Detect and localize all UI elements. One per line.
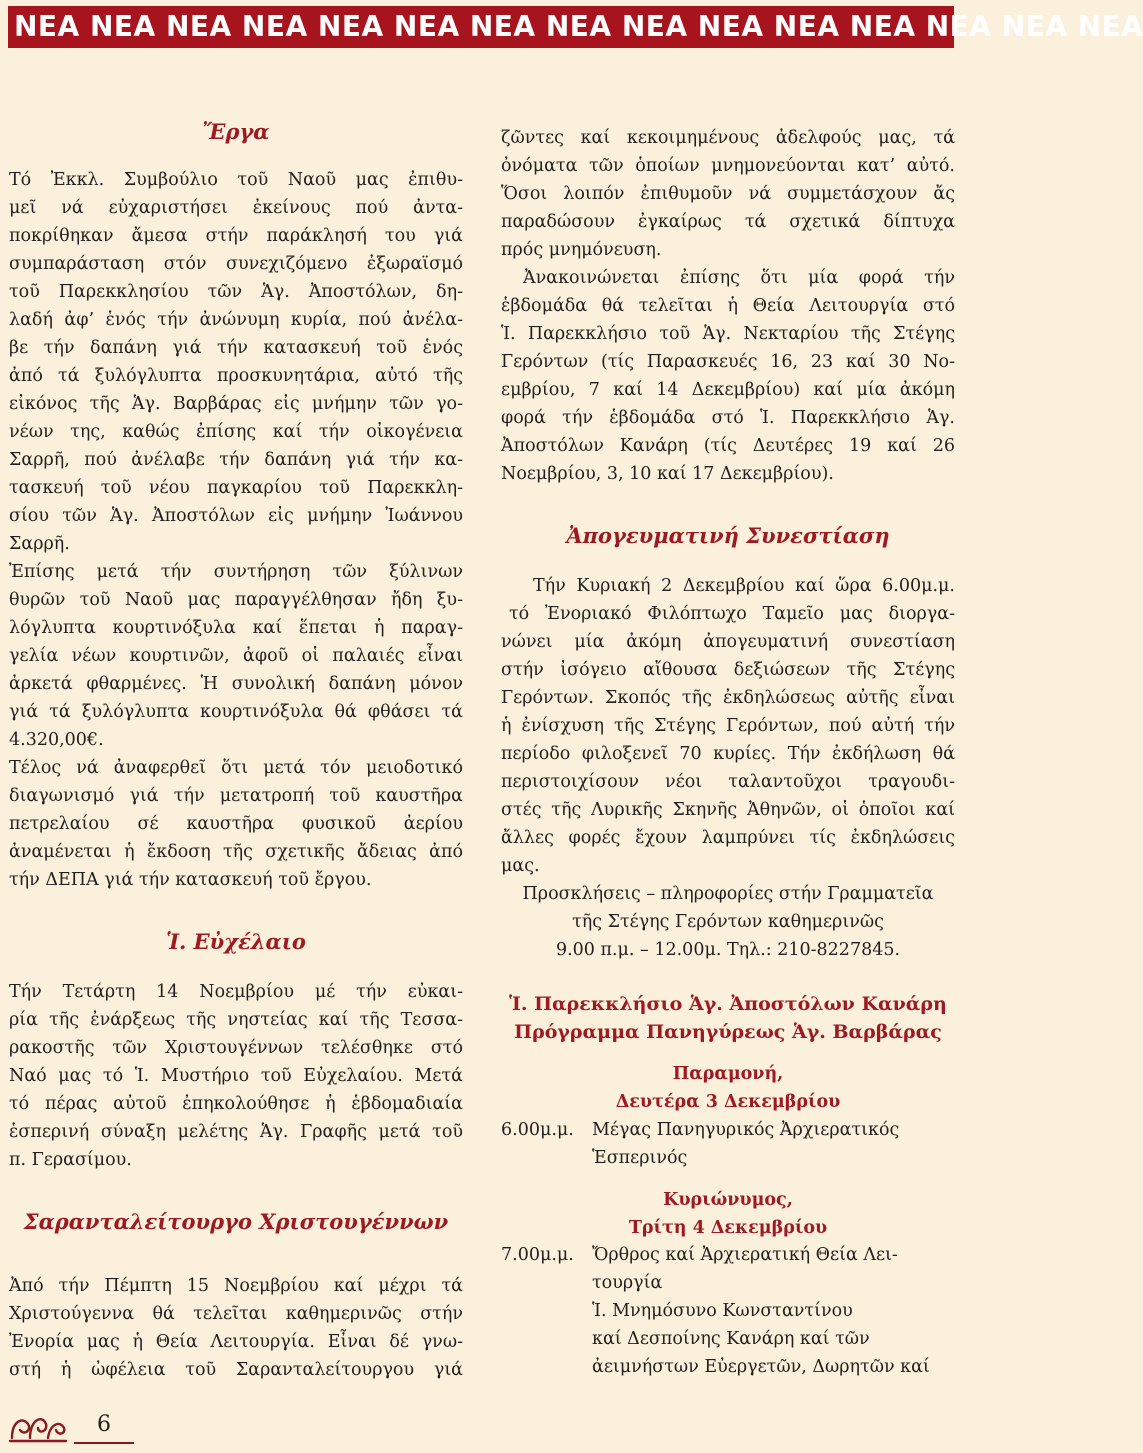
erga-line: 4.320,00€. [9,730,104,750]
day2-entry-line: Ἱ. Μνημόσυνο Κωνσταντίνου [592,1301,853,1321]
news-banner: ΝΕΑ ΝΕΑ ΝΕΑ ΝΕΑ ΝΕΑ ΝΕΑ ΝΕΑ ΝΕΑ ΝΕΑ ΝΕΑ ΝΕΑ ΝΕΑ ΝΕΑ ΝΕΑ ΝΕΑ [8,6,954,48]
day1-date: Δευτέρα 3 Δεκεμβρίου [615,1092,841,1112]
apogeumatini-line: ἄλλες φορές ἔχουν λαμπρύνει τίς ἐκδηλώσεις [501,828,955,848]
euchelaio-line: Ναό μας τό Ἱ. Μυστήριο τοῦ Εὐχελαίου. Μετά [9,1066,463,1086]
euchelaio-line: ρία τῆς ἐνάρξεως τῆς νηστείας καί τῆς Τεσσα- [9,1010,463,1030]
erga-line: βε τήν δαπάνη γιά τήν κατασκευή τοῦ ἑνός [9,338,463,358]
day2-entry-line: καί Δεσποίνης Κανάρη καί τῶν [592,1329,870,1349]
intro-line: παραδώσουν ἐγκαίρως τά σχετικά δίπτυχα [501,212,955,232]
day2-heading: Κυριώνυμος, [663,1190,793,1210]
intro-line: Ἀποστόλων Κανάρη (τίς Δευτέρες 19 καί 26 [501,436,955,456]
apogeumatini-line: ἡ ἐνίσχυση τῆς Στέγης Γερόντων, πού αὐτή τήν [501,716,955,736]
erga-line: ἀναμένεται ἡ ἔκδοση τῆς σχετικῆς ἄδειας ἀπό [9,842,463,862]
euchelaio-line: ἑσπερινή σύναξη μελέτης Ἁγ. Γραφῆς μετά τοῦ [9,1122,463,1142]
program-title: Ἱ. Παρεκκλήσιο Ἁγ. Ἀποστόλων Κανάρη [509,993,947,1015]
apogeumatini-line: στήν ἰσόγειο αἴθουσα δεξιώσεων τῆς Στέγης [501,660,955,680]
apogeumatini-line: μας. [501,856,540,876]
intro-line: Ἱ. Παρεκκλήσιο τοῦ Ἁγ. Νεκταρίου τῆς Στέγης [501,324,955,344]
erga-line: διαγωνισμό γιά τήν μετατροπή τοῦ καυστῆρα [9,786,463,806]
page-footer [8,1408,138,1444]
section-title-euchelaio: Ἱ. Εὐχέλαιο [166,929,306,954]
day2-entry-line: Ὄρθρος καί Ἀρχιερατική Θεία Λει- [592,1245,898,1265]
erga-line: λαδή ἀφ’ ἑνός τήν ἀνώνυμη κυρία, πού ἀνέλα- [9,310,463,330]
erga-line: εἰκόνος τῆς Ἁγ. Βαρβάρας εἰς μνήμην τῶν γο- [9,394,463,414]
day1-heading: Παραμονή, [672,1064,784,1084]
apogeumatini-line: Τήν Κυριακή 2 Δεκεμβρίου καί ὥρα 6.00μ.μ. [533,576,955,596]
day1-entry-line: Μέγας Πανηγυρικός Ἀρχιερατικός [592,1120,900,1140]
erga-line: Τέλος νά ἀναφερθεῖ ὅτι μετά τόν μειοδοτικό [9,758,463,778]
erga-line: Τό Ἐκκλ. Συμβούλιο τοῦ Ναοῦ μας ἐπιθυ- [9,170,463,190]
sarantaleitourgo-line: Χριστούγεννα θά τελεῖται καθημερινῶς στήν [9,1304,463,1324]
erga-line: γελία νέων κουρτινῶν, ἀφοῦ οἱ παλαιές εἶναι [9,646,463,666]
intro-line: πρός μνημόνευση. [501,240,662,260]
intro-line: Νοεμβρίου, 3, 10 καί 17 Δεκεμβρίου). [501,464,834,484]
sarantaleitourgo-line: στή ἡ ὠφέλεια τοῦ Σαρανταλείτουργου γιά [9,1360,463,1380]
day1-time: 6.00μ.μ. [501,1120,574,1140]
erga-line: συμπαράσταση στόν συνεχιζόμενο ἐξωραϊσμό [9,254,463,274]
erga-line: ἀπό τά ξυλόγλυπτα προσκυνητάρια, αὐτό τῆς [9,366,463,386]
erga-line: γιά τά ξυλόγλυπτα κουρτινόξυλα θά φθάσει τά [9,702,463,722]
apogeumatini-line: περιστοιχίσουν νέοι ταλαντοῦχοι τραγουδι- [501,772,955,792]
invitation-line: τῆς Στέγης Γερόντων καθημερινῶς [572,912,884,932]
intro-line: ζῶντες καί κεκοιμημένους ἀδελφούς μας, τά [501,128,955,148]
erga-line: μεῖ νά εὐχαριστήσει ἐκείνους πού ἀντα- [9,198,463,218]
day1-entry-line: Ἑσπερινός [592,1148,688,1168]
invitation-line: 9.00 π.μ. – 12.00μ. Τηλ.: 210-8227845. [555,940,901,960]
intro-line: φορά τήν ἑβδομάδα στό Ἱ. Παρεκκλήσιο Ἁγ. [501,408,955,428]
erga-line: ποκρίθηκαν ἄμεσα στήν παράκλησή του γιά [9,226,463,246]
apogeumatini-line: νώνει μία ἀκόμη ἀπογευματινή συνεστίαση [501,632,955,652]
erga-line: λόγλυπτα κουρτινόξυλα καί ἕπεται ἡ παραγ- [9,618,463,638]
erga-line: τήν ΔΕΠΑ γιά τήν κατασκευή τοῦ ἔργου. [9,870,372,890]
apogeumatini-line: περίοδο φιλοξενεῖ 70 κυρίες. Τήν ἐκδήλωση θά [501,744,955,764]
page-number: 6 [74,1408,134,1444]
intro-line: Ὅσοι λοιπόν ἐπιθυμοῦν νά συμμετάσχουν ἄς [501,184,955,204]
intro-line: Γερόντων (τίς Παρασκευές 16, 23 καί 30 Νο- [501,352,955,372]
section-title-erga: Ἔργα [202,119,270,144]
erga-line: ἀρκετά φθαρμένες. Ἡ συνολική δαπάνη μόνον [9,674,463,694]
ornament-icon [8,1408,68,1444]
euchelaio-line: ρακοστῆς τῶν Χριστουγέννων τελέσθηκε στό [9,1038,463,1058]
erga-line: Σαρρῆ, πού ἀνέλαβε τήν δαπάνη γιά τήν κα- [9,450,463,470]
intro-line: εμβρίου, 7 καί 14 Δεκεμβρίου) καί μία ἀκόμη [501,380,955,400]
day2-entry-line: ἀειμνήστων Εὐεργετῶν, Δωρητῶν καί [592,1357,930,1377]
apogeumatini-line: στές τῆς Λυρικῆς Σκηνῆς Ἀθηνῶν, οἱ ὁποῖοι καί [501,800,955,820]
erga-line: Σαρρῆ. [9,534,70,554]
apogeumatini-line: Γερόντων. Σκοπός τῆς ἐκδηλώσεως αὐτῆς εἶναι [501,688,955,708]
erga-line: Ἐπίσης μετά τήν συντήρηση τῶν ξύλινων [9,562,463,582]
sarantaleitourgo-line: Ἐνορία μας ἡ Θεία Λειτουργία. Εἶναι δέ γνω- [9,1332,463,1352]
euchelaio-line: Τήν Τετάρτη 14 Νοεμβρίου μέ τήν εὐκαι- [9,982,463,1002]
day2-entry-line: τουργία [592,1273,663,1293]
erga-line: τοῦ Παρεκκλησίου τῶν Ἁγ. Ἀποστόλων, δη- [9,282,463,302]
euchelaio-line: τό πέρας αὐτοῦ ἐπηκολούθησε ἡ ἑβδομαδιαία [9,1094,463,1114]
erga-line: πετρελαίου σέ καυστῆρα φυσικοῦ ἀερίου [9,814,463,834]
sarantaleitourgo-line: Ἀπό τήν Πέμπτη 15 Νοεμβρίου καί μέχρι τά [9,1276,463,1296]
intro-line: ὀνόματα τῶν ὁποίων μνημονεύονται κατ’ αὐτό. [501,156,955,176]
invitation-line: Προσκλήσεις – πληροφορίες στήν Γραμματεῖα [522,884,934,904]
apogeumatini-line: τό Ἐνοριακό Φιλόπτωχο Ταμεῖο μας διοργα- [509,604,955,624]
erga-line: τασκευή τοῦ νέου παγκαρίου τοῦ Παρεκκλη- [9,478,463,498]
erga-line: νέων της, καθώς ἐπίσης καί τήν οἰκογένεια [9,422,463,442]
program-subtitle: Πρόγραμμα Πανηγύρεως Ἁγ. Βαρβάρας [514,1021,942,1043]
intro-line: ἑβδομάδα θά τελεῖται ἡ Θεία Λειτουργία στό [501,296,955,316]
erga-line: σίου τῶν Ἁγ. Ἀποστόλων εἰς μνήμην Ἰωάννου [9,506,463,526]
intro-line: Ἀνακοινώνεται ἐπίσης ὅτι μία φορά τήν [523,268,955,288]
day2-date: Τρίτη 4 Δεκεμβρίου [628,1218,828,1238]
section-title-apogeumatini: Ἀπογευματινή Συνεστίαση [566,523,890,548]
euchelaio-line: π. Γερασίμου. [9,1150,132,1170]
erga-line: θυρῶν τοῦ Ναοῦ μας παραγγέλθησαν ἤδη ξυ- [9,590,463,610]
section-title-sarantaleitourgo: Σαρανταλείτουργο Χριστουγέννων [23,1209,449,1234]
day2-time: 7.00μ.μ. [501,1245,574,1265]
